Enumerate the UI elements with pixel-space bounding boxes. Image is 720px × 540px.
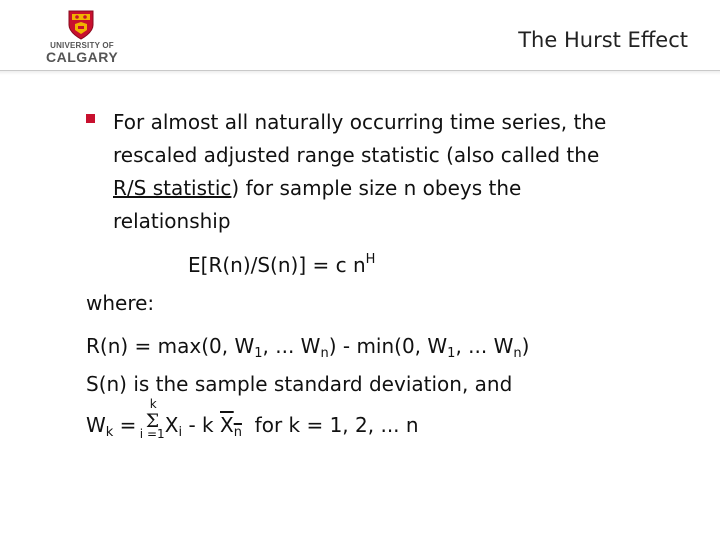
logo-university-of: UNIVERSITY OF [50, 41, 114, 50]
hurst-equation [188, 249, 375, 282]
rs-statistic-underlined: R/S statistic [113, 176, 232, 200]
rn-part-d: , ... W [455, 334, 514, 358]
crest-icon [68, 10, 94, 40]
rn-part-c: ) - min(0, W [328, 334, 448, 358]
bullet-line-4: relationship [113, 209, 231, 233]
rn-part-b: , ... W [262, 334, 321, 358]
university-logo [46, 10, 118, 64]
rn-definition [86, 330, 529, 363]
wk-sub-k: k [105, 425, 114, 440]
rn-sub-n2: n [513, 346, 522, 361]
header-divider-shadow [0, 71, 720, 75]
equation-exponent: H [365, 252, 376, 267]
slide-title: The Hurst Effect [518, 28, 688, 52]
rn-sub-1b: 1 [447, 346, 456, 361]
x-bar [220, 413, 242, 440]
summation [139, 397, 165, 441]
rn-part-a: R(n) = max(0, W [86, 334, 255, 358]
wk-sub-i: i [178, 425, 183, 440]
sigma-symbol: Σ [145, 410, 160, 432]
wk-w: W [86, 413, 106, 437]
rn-part-e: ) [521, 334, 530, 358]
wk-sub-n: n [233, 425, 242, 440]
rn-sub-1: 1 [254, 346, 263, 361]
where-label: where: [86, 291, 155, 315]
header [0, 0, 720, 70]
bullet-line-2: rescaled adjusted range statistic (also called the [113, 143, 600, 167]
bullet-line-3 [113, 172, 521, 205]
equation-base: E[R(n)/S(n)] = c n [188, 253, 366, 277]
wk-minus-k: - k [182, 413, 220, 437]
bullet-line-3-rest: ) for sample size n obeys the [231, 176, 522, 200]
rn-sub-n: n [320, 346, 329, 361]
wk-tail: for k = 1, 2, ... n [241, 413, 419, 437]
wk-definition [86, 397, 419, 442]
summation-lower-limit: i =1 [139, 427, 165, 441]
sn-definition: S(n) is the sample standard deviation, and [86, 372, 513, 396]
summation-upper-limit: k [149, 397, 157, 411]
wk-equals: = [113, 413, 143, 437]
wk-xbar: X [220, 413, 234, 437]
bullet-line-1: For almost all naturally occurring time series, the [113, 110, 607, 134]
bullet-marker [86, 114, 95, 123]
logo-calgary: CALGARY [46, 49, 119, 65]
wk-x: X [164, 413, 179, 437]
